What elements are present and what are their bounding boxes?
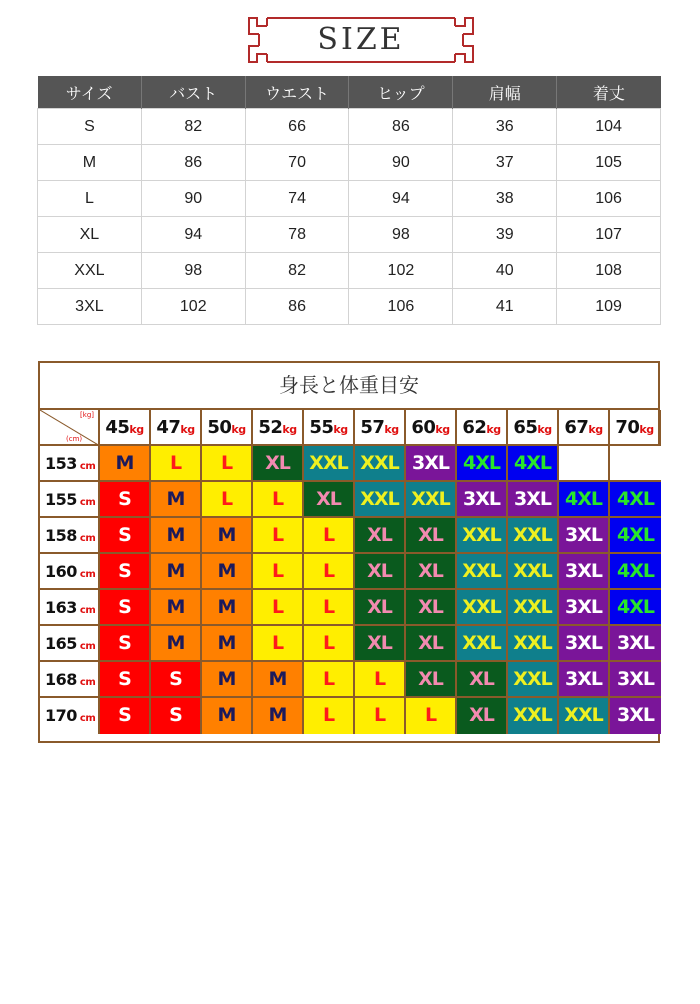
cell-length: 107 [557,217,661,253]
size-cell: XXL [559,698,610,734]
size-cell: XL [406,554,457,590]
size-cell: XXL [508,698,559,734]
size-cell: L [253,482,304,518]
size-cell: L [304,554,355,590]
size-cell: 3XL [559,518,610,554]
size-table-header-row [38,76,661,109]
size-cell [559,446,610,482]
weight-unit: kg [435,423,450,436]
guide-corner-cell [40,410,100,446]
size-cell: 3XL [559,662,610,698]
height-header [40,446,100,482]
size-cell: M [202,626,253,662]
table-row [38,145,661,181]
weight-value: 57 [360,417,385,438]
weight-header [100,410,151,446]
weight-header [559,410,610,446]
weight-value: 55 [309,417,334,438]
corner-cm-label: (cm) [66,435,83,443]
size-cell: XXL [508,590,559,626]
size-cell: 4XL [610,554,661,590]
height-value: 170 [45,706,77,725]
table-row [38,109,661,145]
weight-value: 70 [615,417,640,438]
size-cell: XL [355,554,406,590]
size-cell: L [355,662,406,698]
column-header-shoulder: 肩幅 [453,76,557,109]
column-header-bust: バスト [141,76,245,109]
size-cell: S [151,698,202,734]
weight-header [355,410,406,446]
size-cell: M [202,662,253,698]
size-cell: S [100,482,151,518]
size-cell: L [253,626,304,662]
weight-unit: kg [486,423,501,436]
height-unit: cm [79,497,96,508]
size-cell: XXL [508,518,559,554]
size-cell: XXL [355,446,406,482]
size-cell: 3XL [559,590,610,626]
cell-waist: 86 [245,289,349,325]
size-cell: XXL [508,554,559,590]
size-cell: M [253,662,304,698]
size-cell: 4XL [457,446,508,482]
size-cell: L [304,518,355,554]
size-cell: L [151,446,202,482]
size-cell: 3XL [508,482,559,518]
size-cell: XL [355,518,406,554]
size-cell: M [151,482,202,518]
size-cell: XXL [457,626,508,662]
size-cell: 4XL [610,590,661,626]
size-cell: 3XL [610,662,661,698]
weight-header [304,410,355,446]
size-cell: M [151,518,202,554]
cell-shoulder: 41 [453,289,557,325]
size-cell: S [100,518,151,554]
height-unit: cm [79,461,96,472]
weight-header [253,410,304,446]
size-cell: L [304,698,355,734]
height-unit: cm [79,533,96,544]
height-header [40,482,100,518]
size-cell: XXL [457,518,508,554]
height-value: 153 [45,454,77,473]
column-header-waist: ウエスト [245,76,349,109]
cell-length: 109 [557,289,661,325]
size-cell: XXL [406,482,457,518]
cell-bust: 82 [141,109,245,145]
cell-waist: 70 [245,145,349,181]
cell-size: XXL [38,253,142,289]
cell-waist: 82 [245,253,349,289]
corner-kg-label: [kg] [80,411,94,419]
weight-unit: kg [129,423,144,436]
size-cell: 3XL [610,626,661,662]
size-cell [610,446,661,482]
cell-hip: 98 [349,217,453,253]
cell-shoulder: 38 [453,181,557,217]
cell-hip: 94 [349,181,453,217]
size-cell: XL [406,590,457,626]
size-cell: M [100,446,151,482]
cell-size: 3XL [38,289,142,325]
weight-value: 47 [156,417,181,438]
height-weight-guide [38,361,660,743]
size-cell: 4XL [610,482,661,518]
cell-waist: 66 [245,109,349,145]
size-cell: 4XL [508,446,559,482]
size-cell: 3XL [406,446,457,482]
weight-unit: kg [384,423,399,436]
cell-length: 106 [557,181,661,217]
weight-value: 65 [513,417,538,438]
height-value: 165 [45,634,77,653]
size-cell: S [100,590,151,626]
height-header [40,698,100,734]
size-cell: XXL [508,626,559,662]
size-cell: L [202,446,253,482]
height-unit: cm [79,569,96,580]
size-cell: XXL [508,662,559,698]
size-cell: L [304,662,355,698]
size-cell: L [355,698,406,734]
size-cell: L [253,590,304,626]
weight-unit: kg [537,423,552,436]
weight-header [151,410,202,446]
guide-title: 身長と体重目安 [40,363,658,410]
cell-hip: 106 [349,289,453,325]
cell-hip: 86 [349,109,453,145]
cell-bust: 98 [141,253,245,289]
size-table-body [38,109,661,325]
cell-hip: 90 [349,145,453,181]
weight-value: 52 [258,417,283,438]
size-cell: 3XL [559,626,610,662]
size-cell: S [100,662,151,698]
size-cell: XL [406,662,457,698]
column-header-size: サイズ [38,76,142,109]
height-unit: cm [79,605,96,616]
size-cell: 3XL [457,482,508,518]
weight-value: 45 [105,417,130,438]
weight-value: 67 [564,417,589,438]
cell-size: XL [38,217,142,253]
size-cell: S [151,662,202,698]
size-cell: 3XL [610,698,661,734]
height-header [40,626,100,662]
cell-shoulder: 39 [453,217,557,253]
size-cell: XL [355,626,406,662]
size-cell: L [253,554,304,590]
cell-size: L [38,181,142,217]
weight-value: 60 [411,417,436,438]
size-cell: XL [406,518,457,554]
height-value: 158 [45,526,77,545]
weight-header [406,410,457,446]
size-cell: S [100,554,151,590]
size-cell: L [253,518,304,554]
cell-length: 108 [557,253,661,289]
cell-length: 105 [557,145,661,181]
size-header [245,12,477,68]
size-cell: S [100,626,151,662]
cell-hip: 102 [349,253,453,289]
column-header-length: 着丈 [557,76,661,109]
table-row [38,253,661,289]
size-cell: M [202,554,253,590]
table-row [38,181,661,217]
height-header [40,554,100,590]
cell-shoulder: 40 [453,253,557,289]
weight-value: 62 [462,417,487,438]
height-value: 163 [45,598,77,617]
cell-bust: 90 [141,181,245,217]
page-title: SIZE [317,22,405,57]
size-cell: XXL [457,590,508,626]
cell-length: 104 [557,109,661,145]
weight-unit: kg [180,423,195,436]
cell-bust: 86 [141,145,245,181]
height-value: 155 [45,490,77,509]
table-row [38,217,661,253]
size-cell: M [202,518,253,554]
size-table [37,76,661,325]
column-header-hip: ヒップ [349,76,453,109]
weight-header [457,410,508,446]
height-unit: cm [79,641,96,652]
size-cell: L [304,590,355,626]
size-cell: M [151,590,202,626]
height-value: 160 [45,562,77,581]
weight-unit: kg [333,423,348,436]
size-cell: XL [406,626,457,662]
size-cell: S [100,698,151,734]
size-cell: 4XL [559,482,610,518]
size-cell: L [406,698,457,734]
size-cell: 3XL [559,554,610,590]
cell-size: S [38,109,142,145]
height-unit: cm [79,677,96,688]
cell-waist: 74 [245,181,349,217]
size-cell: 4XL [610,518,661,554]
cell-shoulder: 37 [453,145,557,181]
size-cell: XL [253,446,304,482]
size-cell: L [202,482,253,518]
cell-size: M [38,145,142,181]
weight-header [508,410,559,446]
weight-header [610,410,661,446]
weight-unit: kg [231,423,246,436]
height-header [40,518,100,554]
cell-waist: 78 [245,217,349,253]
size-cell: XL [457,662,508,698]
size-cell: M [151,626,202,662]
cell-bust: 94 [141,217,245,253]
weight-unit: kg [639,423,654,436]
size-cell: XL [457,698,508,734]
size-cell: M [151,554,202,590]
cell-bust: 102 [141,289,245,325]
size-cell: M [202,698,253,734]
weight-value: 50 [207,417,232,438]
size-cell: L [304,626,355,662]
weight-unit: kg [282,423,297,436]
height-header [40,590,100,626]
size-cell: XXL [457,554,508,590]
height-value: 168 [45,670,77,689]
size-cell: XL [304,482,355,518]
size-cell: XL [355,590,406,626]
height-header [40,662,100,698]
size-cell: XXL [304,446,355,482]
table-row [38,289,661,325]
cell-shoulder: 36 [453,109,557,145]
weight-header [202,410,253,446]
size-cell: M [253,698,304,734]
size-cell: XXL [355,482,406,518]
height-unit: cm [79,713,96,724]
size-cell: M [202,590,253,626]
weight-unit: kg [588,423,603,436]
